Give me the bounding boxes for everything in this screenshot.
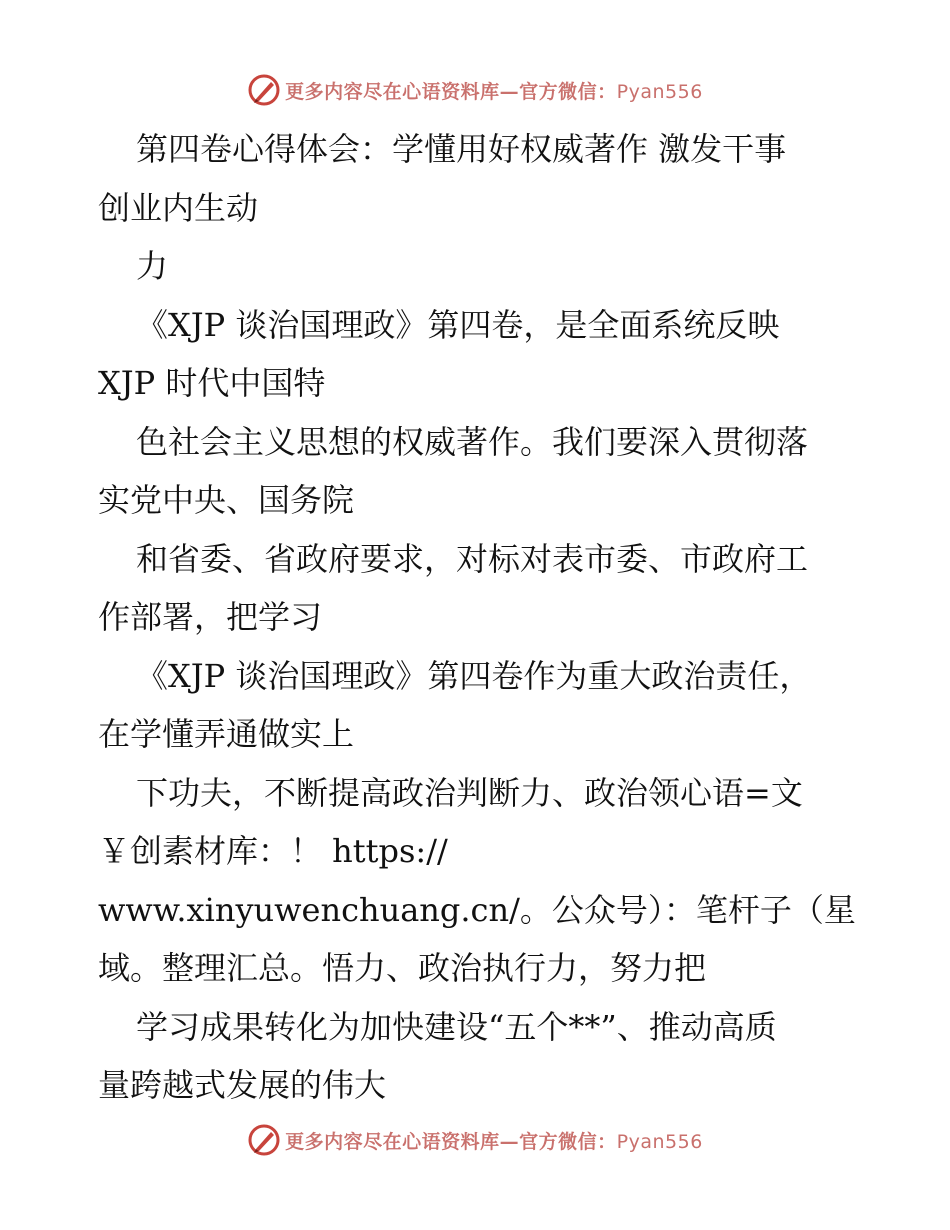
text-line: 《XJP 谈治国理政》第四卷，是全面系统反映 [136, 305, 780, 344]
text-line: 下功夫，不断提高政治判断力、政治领心语=文 [136, 773, 803, 812]
text-line: XJP 时代中国特 [98, 364, 326, 402]
document-body [98, 120, 858, 1115]
text-line: ￥创素材库：！ https:// [98, 832, 448, 870]
text-line: 作部署，把学习 [98, 598, 323, 636]
text-line: 创业内生动 [98, 188, 259, 227]
text-line: 域。整理汇总。悟力、政治执行力，努力把 [98, 949, 707, 987]
text-line: 实党中央、国务院 [98, 481, 355, 519]
footer-watermark-banner [0, 1120, 950, 1160]
pen-logo-icon [247, 73, 281, 107]
text-line: 在学懂弄通做实上 [98, 715, 355, 753]
text-line: www.xinyuwenchuang.cn/。公众号）：笔杆子（星 [98, 890, 856, 929]
banner-text: 更多内容尽在心语资料库—官方微信： [285, 80, 617, 103]
banner-wechat-id: Pyan556 [616, 1130, 703, 1153]
text-line: 学习成果转化为加快建设“五个**”、推动高质 [136, 1007, 777, 1046]
text-line: 色社会主义思想的权威著作。我们要深入贯彻落 [136, 422, 809, 461]
text-line: 第四卷心得体会：学懂用好权威著作 激发干事 [136, 130, 787, 168]
text-line: 《XJP 谈治国理政》第四卷作为重大政治责任， [136, 656, 812, 695]
text-line: 量跨越式发展的伟大 [98, 1066, 387, 1104]
banner-wechat-id: Pyan556 [616, 80, 703, 103]
text-line: 力 [136, 247, 169, 285]
banner-text: 更多内容尽在心语资料库—官方微信： [285, 1130, 617, 1153]
pen-logo-icon [247, 1123, 281, 1157]
text-line: 和省委、省政府要求，对标对表市委、市政府工 [136, 539, 809, 578]
header-watermark-banner [0, 70, 950, 110]
